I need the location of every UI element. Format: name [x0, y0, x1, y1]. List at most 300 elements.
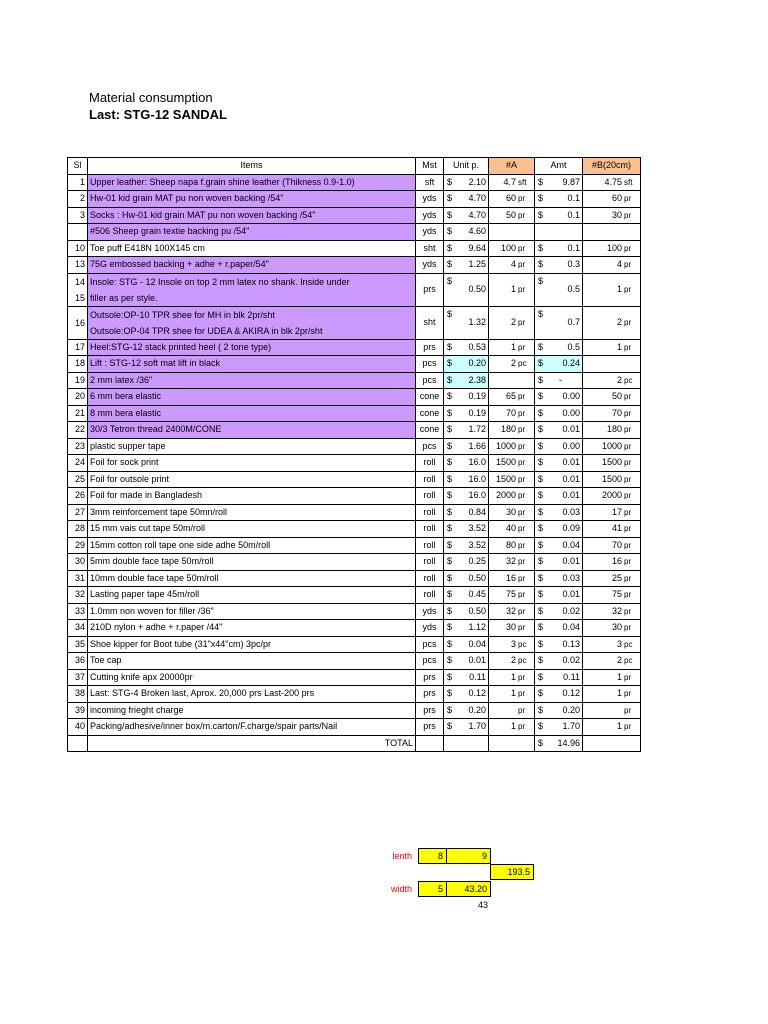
- cell-mst[interactable]: prs: [416, 273, 444, 306]
- cell-mst[interactable]: yds: [416, 620, 444, 637]
- cell-unit-price[interactable]: [444, 488, 489, 505]
- cell-unit-price[interactable]: [444, 257, 489, 274]
- qty-b-unit: pr: [624, 425, 632, 435]
- cell-qty-b[interactable]: [583, 620, 641, 637]
- cell-mst[interactable]: cone: [416, 389, 444, 406]
- unit-price-value: 0.45: [468, 589, 486, 600]
- cell-mst[interactable]: yds: [416, 603, 444, 620]
- qty-b-value: 16: [611, 556, 622, 567]
- cell-qty-a[interactable]: [489, 224, 535, 241]
- table-row: [68, 521, 641, 538]
- cell-item[interactable]: 15mm cotton roll tape one side adhe 50m/roll: [88, 537, 416, 554]
- cell-amount[interactable]: [535, 273, 583, 306]
- cell-item[interactable]: 6 mm bera elastic: [88, 389, 416, 406]
- currency-symbol: $: [447, 440, 453, 451]
- qty-b-unit: pr: [624, 557, 632, 567]
- cell-item[interactable]: 75G embossed backing + adhe + r.paper/54": [88, 257, 416, 274]
- cell-mst[interactable]: prs: [416, 719, 444, 736]
- qty-a-unit: pr: [518, 441, 526, 451]
- cell-qty-b[interactable]: [583, 686, 641, 703]
- unit-price-value: 1.66: [468, 440, 486, 451]
- cell-qty-a[interactable]: [489, 257, 535, 274]
- cell-amount[interactable]: [535, 405, 583, 422]
- cell-qty-a[interactable]: [489, 389, 535, 406]
- cell-item[interactable]: Foil for sock print: [88, 455, 416, 472]
- cell-amount[interactable]: [535, 686, 583, 703]
- cell-mst[interactable]: roll: [416, 537, 444, 554]
- cell-sl[interactable]: 28: [68, 521, 88, 538]
- unit-price-value: 1.72: [468, 424, 486, 435]
- cell-item[interactable]: 5mm double face tape 50m/roll: [88, 554, 416, 571]
- cell-sl[interactable]: 33: [68, 603, 88, 620]
- unit-price-value: 1.25: [468, 259, 486, 270]
- cell-unit-price[interactable]: [444, 504, 489, 521]
- qty-b-unit: pr: [624, 285, 632, 294]
- qty-a-unit: pr: [518, 540, 526, 550]
- cell-qty-a[interactable]: [489, 438, 535, 455]
- sheet-subtitle: Last: STG-12 SANDAL: [89, 107, 227, 122]
- table-row: [68, 504, 641, 521]
- currency-symbol: $: [447, 176, 453, 187]
- cell-unit-price[interactable]: [444, 686, 489, 703]
- cell-mst[interactable]: roll: [416, 570, 444, 587]
- cell-qty-a[interactable]: [489, 587, 535, 604]
- cell-sl[interactable]: 13: [68, 257, 88, 274]
- qty-b-value: 4: [616, 259, 622, 270]
- cell-mst[interactable]: yds: [416, 257, 444, 274]
- cell-mst[interactable]: yds: [416, 224, 444, 241]
- unit-price-value: 2.38: [468, 374, 486, 385]
- cell-unit-price[interactable]: [444, 554, 489, 571]
- lenth-b-cell[interactable]: 9: [446, 848, 491, 864]
- cell-amount[interactable]: [535, 587, 583, 604]
- cell-qty-b[interactable]: [583, 719, 641, 736]
- cell-sl[interactable]: [68, 273, 88, 306]
- cell-mst[interactable]: prs: [416, 702, 444, 719]
- amount-value: 0.01: [562, 473, 580, 484]
- table-row: [68, 422, 641, 439]
- cell-qty-b[interactable]: [583, 537, 641, 554]
- cell-mst[interactable]: sft: [416, 174, 444, 191]
- cell-sl[interactable]: 29: [68, 537, 88, 554]
- cell-unit-price[interactable]: [444, 207, 489, 224]
- cell-sl[interactable]: 22: [68, 422, 88, 439]
- cell-qty-b[interactable]: [583, 521, 641, 538]
- cell-qty-b[interactable]: [583, 191, 641, 208]
- cell-sl[interactable]: 35: [68, 636, 88, 653]
- qty-a-value: 100: [500, 242, 516, 253]
- cell-item[interactable]: Toe puff E418N 100X145 cm: [88, 240, 416, 257]
- table-row: [68, 339, 641, 356]
- cell-qty-a[interactable]: [489, 488, 535, 505]
- cell-qty-a[interactable]: [489, 191, 535, 208]
- qty-b-value: 100: [606, 242, 622, 253]
- cell-unit-price[interactable]: [444, 273, 489, 306]
- cell-item[interactable]: 2 mm latex /36": [88, 372, 416, 389]
- cell-amount[interactable]: [535, 422, 583, 439]
- cell-qty-b[interactable]: [583, 207, 641, 224]
- currency-symbol: $: [538, 176, 544, 187]
- currency-symbol: $: [538, 688, 544, 698]
- cell-mst[interactable]: sht: [416, 240, 444, 257]
- cell-qty-b[interactable]: [583, 504, 641, 521]
- cell-unit-price[interactable]: [444, 191, 489, 208]
- cell-sl[interactable]: 26: [68, 488, 88, 505]
- currency-symbol: $: [447, 358, 453, 368]
- cell-mst[interactable]: roll: [416, 471, 444, 488]
- cell-item[interactable]: [88, 306, 416, 339]
- cell-amount[interactable]: [535, 207, 583, 224]
- cell-unit-price[interactable]: [444, 240, 489, 257]
- cell-item[interactable]: 1.0mm non woven for filler /36": [88, 603, 416, 620]
- cell-item[interactable]: 15 mm vais cut tape 50m/roll: [88, 521, 416, 538]
- cell-qty-b[interactable]: [583, 224, 641, 241]
- table-row: [68, 719, 641, 736]
- amount-value: 0.00: [562, 440, 580, 451]
- table-row: [68, 224, 641, 241]
- cell-mst[interactable]: roll: [416, 554, 444, 571]
- unit-price-value: 4.70: [468, 209, 486, 220]
- cell-qty-a[interactable]: [489, 504, 535, 521]
- cell-amount[interactable]: [535, 372, 583, 389]
- cell-amount[interactable]: [535, 702, 583, 719]
- cell-qty-a[interactable]: [489, 620, 535, 637]
- qty-a-unit: pr: [518, 606, 526, 616]
- cell-item[interactable]: 210D nylon + adhe + r.paper /44": [88, 620, 416, 637]
- cell-qty-a[interactable]: [489, 471, 535, 488]
- table-row: [68, 603, 641, 620]
- cell-amount[interactable]: [535, 257, 583, 274]
- cell-item[interactable]: 10mm double face tape 50m/roll: [88, 570, 416, 587]
- cell-qty-b[interactable]: [583, 372, 641, 389]
- cell-sl[interactable]: 32: [68, 587, 88, 604]
- cell-qty-b[interactable]: [583, 174, 641, 191]
- cell-qty-b[interactable]: [583, 438, 641, 455]
- cell-amount[interactable]: [535, 224, 583, 241]
- cell-sl[interactable]: 38: [68, 686, 88, 703]
- cell-qty-b[interactable]: [583, 339, 641, 356]
- cell-sl[interactable]: 39: [68, 702, 88, 719]
- cell-qty-b[interactable]: [583, 273, 641, 306]
- cell-sl[interactable]: 24: [68, 455, 88, 472]
- cell-item[interactable]: Lift : STG-12 soft mat lift in black: [88, 356, 416, 373]
- currency-symbol: $: [447, 605, 453, 616]
- cell-amount[interactable]: [535, 389, 583, 406]
- cell-sl[interactable]: 31: [68, 570, 88, 587]
- cell-qty-b[interactable]: [583, 471, 641, 488]
- qty-b-unit: pr: [624, 392, 632, 402]
- cell-amount[interactable]: [535, 603, 583, 620]
- cell-amount[interactable]: [535, 504, 583, 521]
- qty-a-unit: pr: [518, 458, 526, 468]
- cell-mst[interactable]: roll: [416, 504, 444, 521]
- cell-item[interactable]: Cutting knife apx 20000pr: [88, 669, 416, 686]
- cell-unit-price[interactable]: [444, 224, 489, 241]
- currency-symbol: $: [538, 209, 544, 220]
- cell-amount[interactable]: [535, 620, 583, 637]
- cell-qty-a[interactable]: [489, 554, 535, 571]
- cell-unit-price[interactable]: [444, 455, 489, 472]
- cell-qty-a[interactable]: [489, 521, 535, 538]
- cell-sl[interactable]: 10: [68, 240, 88, 257]
- cell-sl[interactable]: 3: [68, 207, 88, 224]
- cell-amount[interactable]: [535, 636, 583, 653]
- cell-mst[interactable]: roll: [416, 488, 444, 505]
- col-header-unit-price: Unit p.: [444, 158, 489, 175]
- cell-mst[interactable]: pcs: [416, 438, 444, 455]
- amount-value: 0.00: [562, 407, 580, 418]
- cell-unit-price[interactable]: [444, 653, 489, 670]
- cell-sl[interactable]: 25: [68, 471, 88, 488]
- cell-mst[interactable]: cone: [416, 405, 444, 422]
- cell-unit-price[interactable]: [444, 570, 489, 587]
- cell-item[interactable]: Foil for made in Bangladesh: [88, 488, 416, 505]
- amount-value: 0.5: [567, 284, 580, 294]
- cell-mst[interactable]: pcs: [416, 653, 444, 670]
- cell-unit-price[interactable]: [444, 537, 489, 554]
- cell-qty-b[interactable]: [583, 306, 641, 339]
- cell-mst[interactable]: sht: [416, 306, 444, 339]
- cell-mst[interactable]: pcs: [416, 356, 444, 373]
- cell-unit-price[interactable]: [444, 422, 489, 439]
- cell-qty-b[interactable]: [583, 570, 641, 587]
- cell-amount[interactable]: [535, 653, 583, 670]
- cell-qty-b[interactable]: [583, 653, 641, 670]
- cell-qty-a[interactable]: [489, 719, 535, 736]
- cell-qty-a[interactable]: [489, 372, 535, 389]
- cell-amount[interactable]: [535, 570, 583, 587]
- cell-amount[interactable]: [535, 174, 583, 191]
- cell-amount[interactable]: [535, 669, 583, 686]
- cell-unit-price[interactable]: [444, 620, 489, 637]
- cell-qty-b[interactable]: [583, 554, 641, 571]
- cell-unit-price[interactable]: [444, 339, 489, 356]
- cell-item[interactable]: Socks : Hw-01 kid grain MAT pu non woven backing /54": [88, 207, 416, 224]
- cell-item[interactable]: Shoe kipper for Boot tube (31"x44"cm) 3pc/pr: [88, 636, 416, 653]
- table-row: [68, 240, 641, 257]
- qty-a-value: 1500: [495, 457, 516, 468]
- cell-qty-b[interactable]: [583, 389, 641, 406]
- cell-sl[interactable]: 30: [68, 554, 88, 571]
- cell-qty-a[interactable]: [489, 537, 535, 554]
- unit-price-value: 0.20: [468, 704, 486, 715]
- cell-qty-a[interactable]: [489, 174, 535, 191]
- cell-amount[interactable]: [535, 339, 583, 356]
- amount-value: 0.12: [562, 688, 580, 699]
- cell-mst[interactable]: prs: [416, 669, 444, 686]
- cell-qty-b[interactable]: [583, 455, 641, 472]
- cell-qty-b[interactable]: [583, 603, 641, 620]
- cell-qty-a[interactable]: [489, 636, 535, 653]
- cell-unit-price[interactable]: [444, 669, 489, 686]
- cell-unit-price[interactable]: [444, 702, 489, 719]
- cell-qty-a[interactable]: [489, 686, 535, 703]
- cell-qty-a[interactable]: [489, 207, 535, 224]
- cell-mst[interactable]: yds: [416, 207, 444, 224]
- cell-item[interactable]: incoming frieght charge: [88, 702, 416, 719]
- currency-symbol: $: [447, 506, 453, 517]
- cell-item[interactable]: Toe cap: [88, 653, 416, 670]
- qty-b-value: 1: [616, 721, 622, 732]
- cell-unit-price[interactable]: [444, 587, 489, 604]
- cell-qty-a[interactable]: [489, 273, 535, 306]
- cell-item[interactable]: Upper leather: Sheep napa f.grain shine leather (Thikness 0.9-1.0): [88, 174, 416, 191]
- cell-sl[interactable]: [68, 306, 88, 339]
- cell-unit-price[interactable]: [444, 636, 489, 653]
- currency-symbol: $: [447, 473, 453, 484]
- cell-qty-a[interactable]: [489, 339, 535, 356]
- cell-amount[interactable]: [535, 306, 583, 339]
- cell-mst[interactable]: roll: [416, 455, 444, 472]
- qty-a-unit: pr: [518, 260, 526, 270]
- cell-qty-a[interactable]: [489, 422, 535, 439]
- cell-unit-price[interactable]: [444, 719, 489, 736]
- cell-qty-a[interactable]: [489, 356, 535, 373]
- cell-sl[interactable]: 34: [68, 620, 88, 637]
- cell-sl[interactable]: 2: [68, 191, 88, 208]
- cell-item[interactable]: 30/3 Tetron thread 2400M/CONE: [88, 422, 416, 439]
- currency-symbol: $: [538, 473, 544, 484]
- currency-symbol: $: [447, 457, 453, 467]
- cell-qty-a[interactable]: [489, 306, 535, 339]
- cell-qty-b[interactable]: [583, 669, 641, 686]
- col-header-qty-b: #B(20cm): [583, 158, 641, 175]
- table-row: [68, 471, 641, 488]
- cell-item[interactable]: Foil for outsole print: [88, 471, 416, 488]
- cell-qty-b[interactable]: [583, 257, 641, 274]
- cell-amount[interactable]: [535, 719, 583, 736]
- cell-amount[interactable]: [535, 191, 583, 208]
- cell-mst[interactable]: yds: [416, 191, 444, 208]
- cell-qty-b[interactable]: [583, 356, 641, 373]
- cell-qty-a[interactable]: [489, 669, 535, 686]
- qty-a-value: 2000: [495, 490, 516, 501]
- amount-value: 0.01: [562, 490, 580, 501]
- cell-sl[interactable]: 27: [68, 504, 88, 521]
- cell-sl[interactable]: 19: [68, 372, 88, 389]
- cell-amount[interactable]: [535, 471, 583, 488]
- cell-item[interactable]: Packing/adhesive/inner box/m.carton/F.charge/spair parts/Nail: [88, 719, 416, 736]
- cell-item[interactable]: Last: STG-4 Broken last, Aprox. 20,000 prs Last-200 prs: [88, 686, 416, 703]
- cell-qty-b[interactable]: [583, 240, 641, 257]
- cell-mst[interactable]: roll: [416, 521, 444, 538]
- qty-b-unit: pr: [624, 194, 632, 204]
- cell-item[interactable]: plastic supper tape: [88, 438, 416, 455]
- lenth-a-cell[interactable]: 8: [418, 848, 447, 864]
- qty-b-value: 60: [611, 193, 622, 204]
- cell-sl[interactable]: 23: [68, 438, 88, 455]
- total-empty-cell: [416, 735, 444, 752]
- cell-unit-price[interactable]: [444, 438, 489, 455]
- cell-sl[interactable]: [68, 224, 88, 241]
- cell-unit-price[interactable]: [444, 356, 489, 373]
- qty-b-unit: pr: [624, 243, 632, 253]
- cell-mst[interactable]: roll: [416, 587, 444, 604]
- cell-mst[interactable]: prs: [416, 339, 444, 356]
- cell-sl[interactable]: 36: [68, 653, 88, 670]
- cell-unit-price[interactable]: [444, 405, 489, 422]
- cell-unit-price[interactable]: [444, 372, 489, 389]
- qty-a-value: 1500: [495, 473, 516, 484]
- cell-qty-a[interactable]: [489, 570, 535, 587]
- cell-qty-a[interactable]: [489, 405, 535, 422]
- cell-amount[interactable]: [535, 554, 583, 571]
- cell-mst[interactable]: pcs: [416, 372, 444, 389]
- cell-amount[interactable]: [535, 537, 583, 554]
- cell-item[interactable]: #506 Sheep grain textie backing pu /54": [88, 224, 416, 241]
- width-b-cell[interactable]: 43.20: [446, 881, 491, 897]
- currency-symbol: $: [447, 308, 453, 319]
- cell-unit-price[interactable]: [444, 521, 489, 538]
- cell-unit-price[interactable]: [444, 603, 489, 620]
- cell-mst[interactable]: cone: [416, 422, 444, 439]
- qty-b-value: 2: [616, 317, 622, 327]
- width-a-cell[interactable]: 5: [418, 881, 447, 897]
- cell-qty-a[interactable]: [489, 702, 535, 719]
- cell-item[interactable]: 3mm reinforcement tape 50mn/roll: [88, 504, 416, 521]
- cell-sl[interactable]: 20: [68, 389, 88, 406]
- amount-value: 0.00: [562, 391, 580, 402]
- cell-sl[interactable]: 40: [68, 719, 88, 736]
- cell-sl[interactable]: 21: [68, 405, 88, 422]
- cell-amount[interactable]: [535, 521, 583, 538]
- cell-sl[interactable]: 18: [68, 356, 88, 373]
- cell-qty-a[interactable]: [489, 455, 535, 472]
- cell-sl[interactable]: 17: [68, 339, 88, 356]
- amount-value: 1.70: [562, 721, 580, 732]
- amount-value: 0.02: [562, 655, 580, 666]
- cell-sl[interactable]: 1: [68, 174, 88, 191]
- cell-qty-a[interactable]: [489, 603, 535, 620]
- cell-qty-a[interactable]: [489, 653, 535, 670]
- cell-qty-b[interactable]: [583, 587, 641, 604]
- total-amount-cell: $ 14.96: [535, 735, 583, 752]
- cell-amount[interactable]: [535, 455, 583, 472]
- cell-item[interactable]: Hw-01 kid grain MAT pu non woven backing /54": [88, 191, 416, 208]
- cell-unit-price[interactable]: [444, 174, 489, 191]
- currency-symbol: $: [538, 622, 544, 632]
- cell-unit-price[interactable]: [444, 471, 489, 488]
- cell-item[interactable]: [88, 273, 416, 306]
- cell-amount[interactable]: [535, 356, 583, 373]
- cell-amount[interactable]: [535, 438, 583, 455]
- cell-qty-b[interactable]: [583, 702, 641, 719]
- cell-item[interactable]: Lasting paper tape 45m/roll: [88, 587, 416, 604]
- cell-mst[interactable]: pcs: [416, 636, 444, 653]
- table-row: [68, 438, 641, 455]
- cell-unit-price[interactable]: [444, 389, 489, 406]
- cell-qty-b[interactable]: [583, 422, 641, 439]
- unit-price-value: 1.32: [468, 317, 486, 327]
- currency-symbol: $: [447, 655, 453, 665]
- cell-qty-b[interactable]: [583, 488, 641, 505]
- cell-amount[interactable]: [535, 488, 583, 505]
- cell-item[interactable]: 8 mm bera elastic: [88, 405, 416, 422]
- result-cell[interactable]: 193.5: [490, 864, 534, 880]
- cell-qty-a[interactable]: [489, 240, 535, 257]
- cell-mst[interactable]: prs: [416, 686, 444, 703]
- qty-b-unit: pr: [624, 689, 632, 699]
- cell-sl[interactable]: 37: [68, 669, 88, 686]
- cell-amount[interactable]: [535, 240, 583, 257]
- currency-symbol: $: [538, 506, 544, 517]
- qty-b-value: 4.75: [604, 176, 622, 187]
- qty-b-value: 70: [611, 539, 622, 550]
- cell-item[interactable]: Heel:STG-12 stack printed heel ( 2 tone type): [88, 339, 416, 356]
- cell-unit-price[interactable]: [444, 306, 489, 339]
- cell-qty-b[interactable]: [583, 636, 641, 653]
- cell-qty-b[interactable]: [583, 405, 641, 422]
